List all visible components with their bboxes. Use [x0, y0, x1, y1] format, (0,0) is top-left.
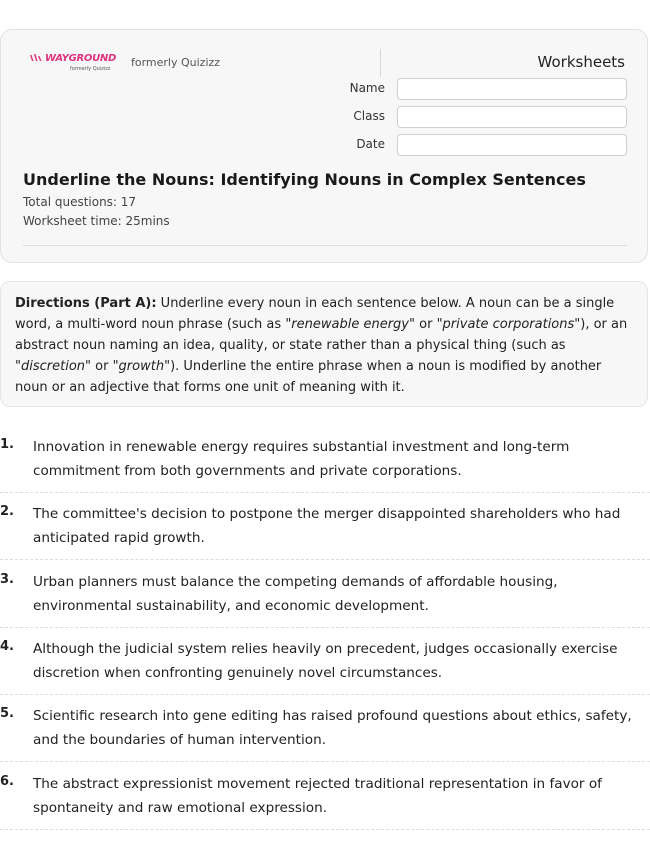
directions-box [0, 281, 648, 407]
question-text: Innovation in renewable energy requires substantial investment and long-term commitment from both governments and private corporations. [33, 439, 570, 479]
worksheet-header [0, 29, 648, 263]
question-number: 4. [0, 639, 14, 654]
question-number: 3. [0, 572, 14, 587]
logo-mark-icon [29, 53, 43, 63]
question-text: Scientific research into gene editing has raised profound questions about ethics, safety, and the boundaries of human intervention. [33, 708, 632, 748]
directions-text: or [414, 317, 437, 332]
question-text: Although the judicial system relies heavily on precedent, judges occasionally exercise discretion when confronting genuinely novel circumstances. [33, 641, 618, 681]
directions-text: ), or an abstract noun naming an idea, quality, or state rather than a physical thing (such as [15, 317, 628, 353]
example-renewable-energy: "renewable energy" [285, 317, 415, 332]
question-separator [0, 761, 650, 762]
directions-text: or [91, 359, 113, 374]
example-private-corporations: "private corporations" [436, 317, 581, 332]
question-number: 6. [0, 774, 14, 789]
example-growth: "growth" [112, 359, 171, 374]
directions-text: Underline every noun in each sentence below. A noun can be a single word, a multi-word noun phrase (such as [15, 296, 615, 332]
date-label: Date [356, 137, 385, 151]
date-field[interactable] [397, 134, 627, 156]
question-text: The abstract expressionist movement rejected traditional representation in favor of spontaneity and raw emotional expression. [33, 776, 602, 816]
class-field[interactable] [397, 106, 627, 128]
worksheet-time: Worksheet time: 25mins [23, 214, 170, 228]
name-field[interactable] [397, 78, 627, 100]
question-text: The committee's decision to postpone the merger disappointed shareholders who had anticipated rapid growth. [33, 506, 621, 546]
question-separator [0, 559, 650, 560]
question-number: 2. [0, 504, 14, 519]
logo-subtext: formerly Quizizz [70, 66, 111, 72]
question-text: Urban planners must balance the competing demands of affordable housing, environmental sustainability, and economic development. [33, 574, 558, 614]
header-rule [23, 245, 627, 246]
worksheet-title: Underline the Nouns: Identifying Nouns in Complex Sentences [23, 170, 586, 189]
directions-label: Directions (Part A): [15, 296, 157, 311]
logo-text: WAYGROUND [45, 53, 117, 64]
name-label: Name [349, 81, 385, 95]
example-discretion: "discretion" [15, 359, 91, 374]
wayground-logo [29, 53, 117, 75]
total-questions: Total questions: 17 [23, 195, 137, 209]
question-separator [0, 694, 650, 695]
formerly-label: formerly Quizizz [131, 56, 221, 69]
question-separator [0, 829, 650, 830]
worksheets-label: Worksheets [537, 53, 625, 71]
question-number: 1. [0, 437, 14, 452]
directions-text: ). Underline the entire phrase when a noun is modified by another noun or an adjective that forms one unit of meaning with it. [15, 359, 602, 395]
question-separator [0, 627, 650, 628]
question-number: 5. [0, 706, 14, 721]
question-separator [0, 492, 650, 493]
header-divider [380, 49, 381, 77]
class-label: Class [353, 109, 385, 123]
